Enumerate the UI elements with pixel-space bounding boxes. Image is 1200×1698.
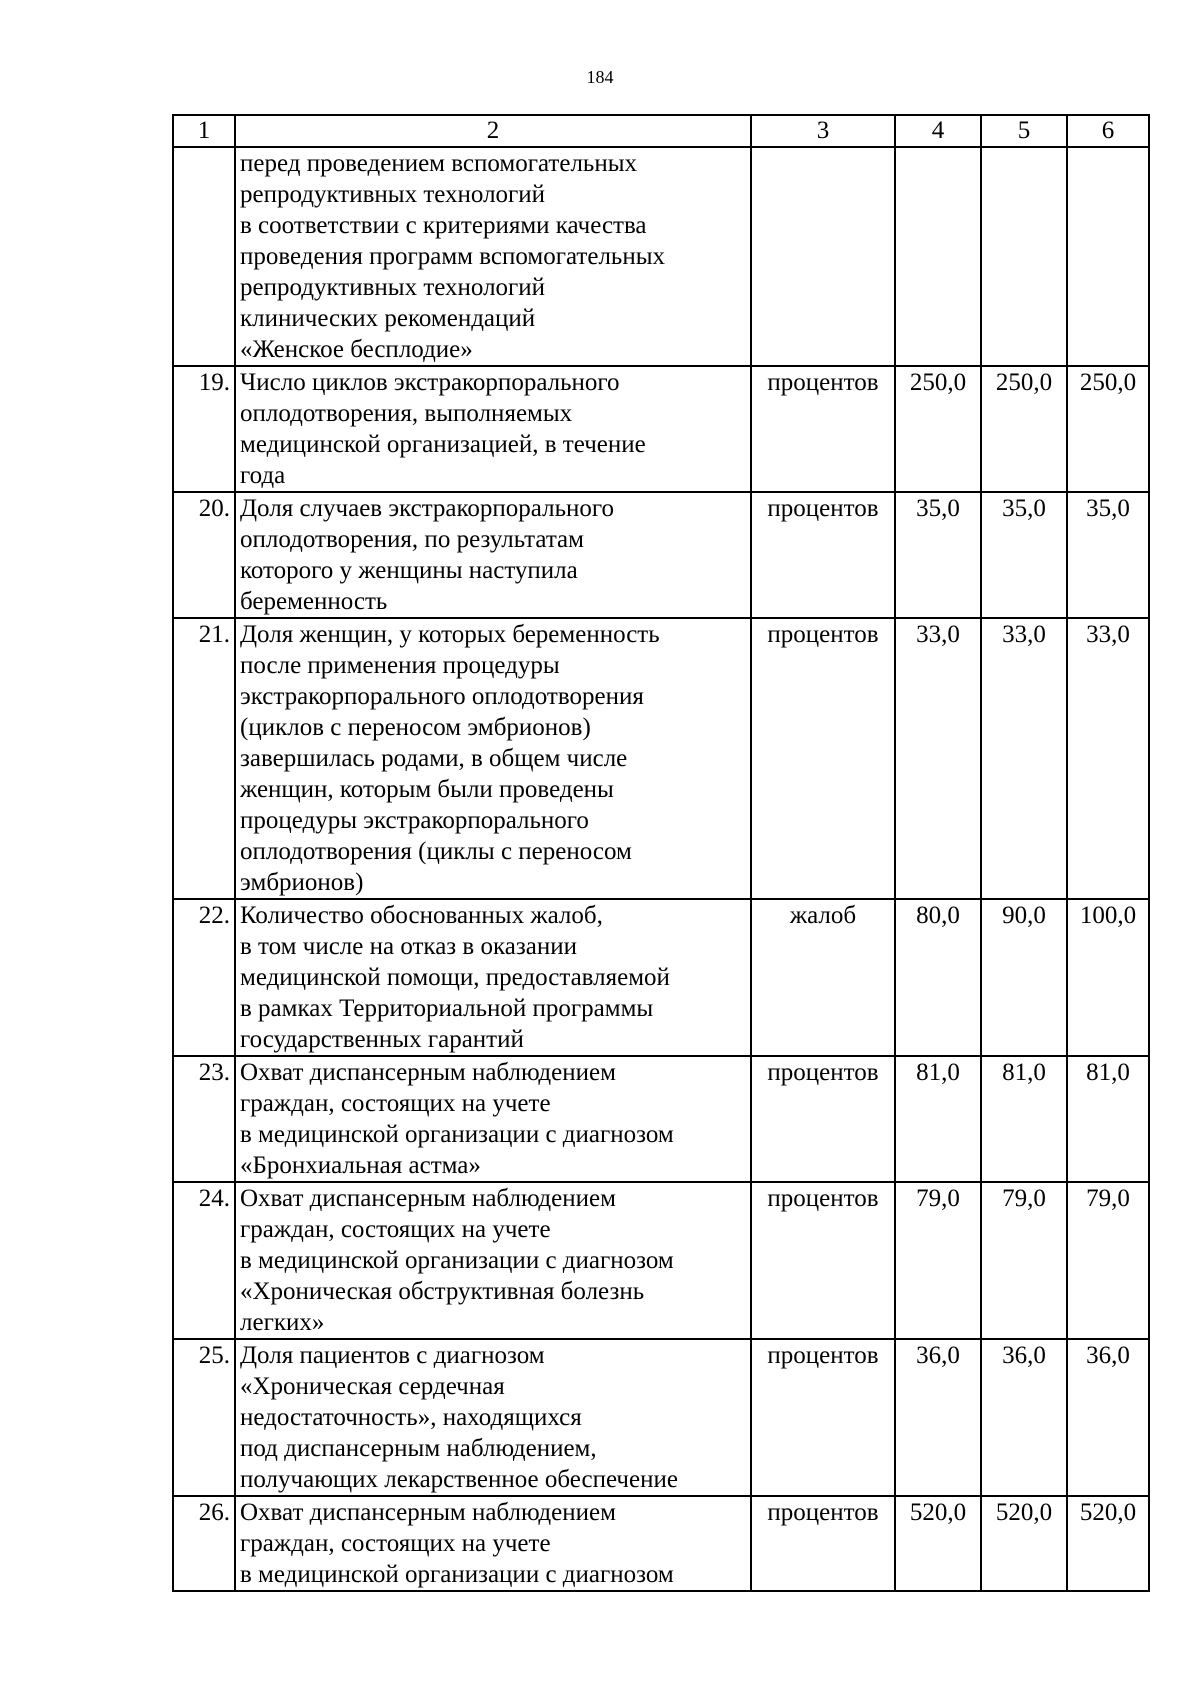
indicator-description xyxy=(235,1182,751,1339)
description-line: завершилась родами, в общем числе xyxy=(240,745,628,772)
value-cell-col-5: 250,0 xyxy=(981,366,1067,492)
description-line: оплодотворения (циклы с переносом xyxy=(240,838,632,865)
row-number: 26. xyxy=(173,1496,235,1591)
description-line: женщин, которым были проведены xyxy=(240,776,614,803)
value-cell-col-6: 35,0 xyxy=(1067,492,1149,618)
description-line: Доля случаев экстракорпорального xyxy=(240,495,614,522)
unit-cell: процентов xyxy=(751,618,895,899)
unit-cell: процентов xyxy=(751,1496,895,1591)
value-cell-col-5: 90,0 xyxy=(981,899,1067,1056)
row-number: 20. xyxy=(173,492,235,618)
row-number: 23. xyxy=(173,1056,235,1182)
description-line: после применения процедуры xyxy=(240,652,560,679)
value-cell-col-5: 36,0 xyxy=(981,1339,1067,1496)
header-col-4: 4 xyxy=(895,115,981,147)
table-header xyxy=(173,115,1149,147)
description-line: Количество обоснованных жалоб, xyxy=(240,902,603,929)
description-line: граждан, состоящих на учете xyxy=(240,1216,551,1243)
description-line: Доля пациентов с диагнозом xyxy=(240,1342,545,1369)
description-line: граждан, состоящих на учете xyxy=(240,1530,551,1557)
row-number: 25. xyxy=(173,1339,235,1496)
description-line: клинических рекомендаций xyxy=(240,305,536,332)
value-cell-col-5 xyxy=(981,147,1067,366)
header-col-6: 6 xyxy=(1067,115,1149,147)
indicator-description xyxy=(235,1056,751,1182)
table-row xyxy=(173,492,1149,618)
value-cell-col-4: 80,0 xyxy=(895,899,981,1056)
unit-cell: процентов xyxy=(751,1182,895,1339)
description-line: оплодотворения, выполняемых xyxy=(240,400,573,427)
row-number: 21. xyxy=(173,618,235,899)
description-line: «Женское бесплодие» xyxy=(240,336,473,363)
description-line: в медицинской организации с диагнозом xyxy=(240,1247,674,1274)
header-row xyxy=(173,115,1149,147)
unit-cell: процентов xyxy=(751,1056,895,1182)
table-row xyxy=(173,1182,1149,1339)
table-row xyxy=(173,147,1149,366)
unit-cell: жалоб xyxy=(751,899,895,1056)
indicator-description xyxy=(235,366,751,492)
table-row xyxy=(173,899,1149,1056)
description-line: оплодотворения, по результатам xyxy=(240,526,584,553)
header-col-2: 2 xyxy=(235,115,751,147)
description-line: государственных гарантий xyxy=(240,1026,524,1053)
value-cell-col-6: 36,0 xyxy=(1067,1339,1149,1496)
value-cell-col-5: 79,0 xyxy=(981,1182,1067,1339)
row-number xyxy=(173,147,235,366)
indicator-description xyxy=(235,147,751,366)
value-cell-col-6: 520,0 xyxy=(1067,1496,1149,1591)
unit-cell: процентов xyxy=(751,1339,895,1496)
value-cell-col-4: 35,0 xyxy=(895,492,981,618)
indicator-description xyxy=(235,899,751,1056)
row-number: 22. xyxy=(173,899,235,1056)
table-row xyxy=(173,366,1149,492)
description-line: недостаточность», находящихся xyxy=(240,1404,582,1431)
value-cell-col-4: 520,0 xyxy=(895,1496,981,1591)
page-number: 184 xyxy=(586,67,614,87)
value-cell-col-6: 79,0 xyxy=(1067,1182,1149,1339)
description-line: проведения программ вспомогательных xyxy=(240,243,665,270)
value-cell-col-6: 33,0 xyxy=(1067,618,1149,899)
description-line: легких» xyxy=(240,1309,325,1336)
description-line: Охват диспансерным наблюдением xyxy=(240,1059,616,1086)
row-number: 24. xyxy=(173,1182,235,1339)
description-line: в рамках Территориальной программы xyxy=(240,995,654,1022)
description-line: «Хроническая сердечная xyxy=(240,1373,505,1400)
value-cell-col-5: 81,0 xyxy=(981,1056,1067,1182)
value-cell-col-6: 250,0 xyxy=(1067,366,1149,492)
description-line: экстракорпорального оплодотворения xyxy=(240,683,644,710)
description-line: эмбрионов) xyxy=(240,869,364,896)
description-line: репродуктивных технологий xyxy=(240,274,546,301)
description-line: года xyxy=(240,462,286,489)
unit-cell xyxy=(751,147,895,366)
description-line: перед проведением вспомогательных xyxy=(240,150,638,177)
description-line: в соответствии с критериями качества xyxy=(240,212,647,239)
value-cell-col-6: 100,0 xyxy=(1067,899,1149,1056)
indicator-description xyxy=(235,1496,751,1591)
description-line: которого у женщины наступила xyxy=(240,557,578,584)
value-cell-col-6: 81,0 xyxy=(1067,1056,1149,1182)
description-line: «Бронхиальная астма» xyxy=(240,1152,481,1179)
indicators-table xyxy=(172,114,1150,1592)
description-line: в том числе на отказ в оказании xyxy=(240,933,577,960)
table-row xyxy=(173,1056,1149,1182)
value-cell-col-5: 520,0 xyxy=(981,1496,1067,1591)
description-line: беременность xyxy=(240,588,388,615)
value-cell-col-4: 250,0 xyxy=(895,366,981,492)
indicator-description xyxy=(235,1339,751,1496)
indicator-description xyxy=(235,492,751,618)
value-cell-col-4: 36,0 xyxy=(895,1339,981,1496)
description-line: получающих лекарственное обеспечение xyxy=(240,1466,678,1493)
unit-cell: процентов xyxy=(751,366,895,492)
value-cell-col-5: 35,0 xyxy=(981,492,1067,618)
table-body xyxy=(173,147,1149,1591)
value-cell-col-4: 33,0 xyxy=(895,618,981,899)
header-col-3: 3 xyxy=(751,115,895,147)
description-line: в медицинской организации с диагнозом xyxy=(240,1121,674,1148)
indicator-description xyxy=(235,618,751,899)
description-line: (циклов с переносом эмбрионов) xyxy=(240,714,591,741)
description-line: «Хроническая обструктивная болезнь xyxy=(240,1278,645,1305)
table-row xyxy=(173,1339,1149,1496)
table-row xyxy=(173,618,1149,899)
value-cell-col-5: 33,0 xyxy=(981,618,1067,899)
header-col-1: 1 xyxy=(173,115,235,147)
description-line: под диспансерным наблюдением, xyxy=(240,1435,597,1462)
unit-cell: процентов xyxy=(751,492,895,618)
description-line: Охват диспансерным наблюдением xyxy=(240,1499,616,1526)
header-col-5: 5 xyxy=(981,115,1067,147)
description-line: граждан, состоящих на учете xyxy=(240,1090,551,1117)
description-line: медицинской помощи, предоставляемой xyxy=(240,964,670,991)
value-cell-col-4: 81,0 xyxy=(895,1056,981,1182)
description-line: в медицинской организации с диагнозом xyxy=(240,1561,674,1588)
description-line: процедуры экстракорпорального xyxy=(240,807,589,834)
description-line: медицинской организацией, в течение xyxy=(240,431,646,458)
table-row xyxy=(173,1496,1149,1591)
description-line: Охват диспансерным наблюдением xyxy=(240,1185,616,1212)
description-line: Число циклов экстракорпорального xyxy=(240,369,620,396)
row-number: 19. xyxy=(173,366,235,492)
description-line: репродуктивных технологий xyxy=(240,181,546,208)
value-cell-col-4 xyxy=(895,147,981,366)
description-line: Доля женщин, у которых беременность xyxy=(240,621,660,648)
value-cell-col-4: 79,0 xyxy=(895,1182,981,1339)
value-cell-col-6 xyxy=(1067,147,1149,366)
